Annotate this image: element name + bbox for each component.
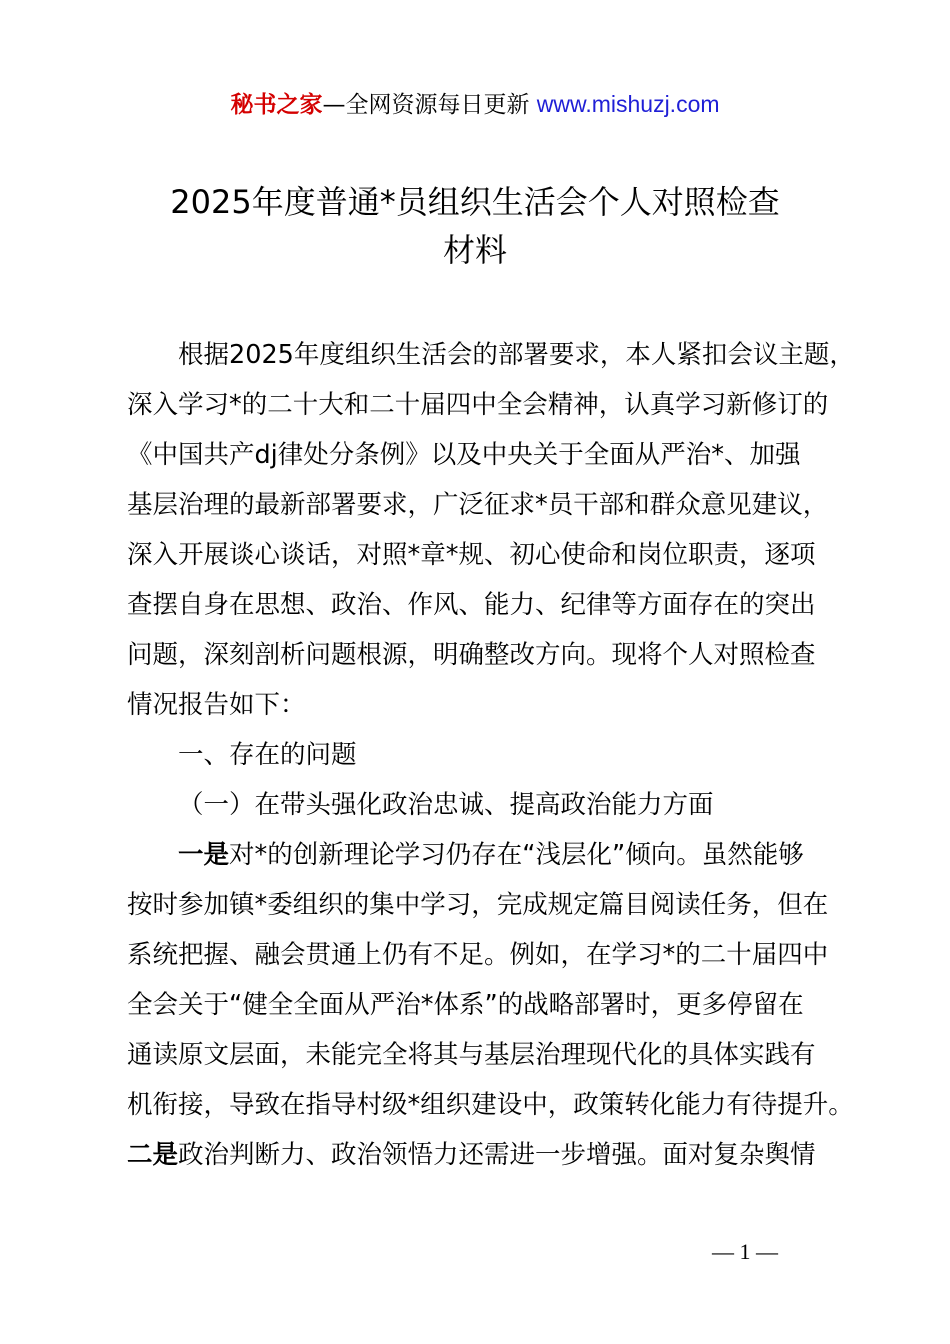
site-header	[0, 88, 950, 121]
point-1-line: 机衔接，导致在指导村级*组织建设中，政策转化能力有待提升。	[127, 1090, 854, 1120]
point-2-first-line	[127, 1130, 847, 1180]
intro-line: 深入学习*的二十大和二十届四中全会精神，认真学习新修订的	[127, 390, 829, 420]
intro-line: 深入开展谈心谈话，对照*章*规、初心使命和岗位职责，逐项	[127, 540, 816, 570]
intro-line: 《中国共产dj律处分条例》以及中央关于全面从严治*、加强	[127, 440, 801, 470]
intro-line: 情况报告如下：	[127, 690, 306, 720]
intro-line: 查摆自身在思想、政治、作风、能力、纪律等方面存在的突出	[127, 590, 816, 620]
intro-line: 根据2025年度组织生活会的部署要求，本人紧扣会议主题，	[178, 340, 855, 370]
point-1-first-line	[127, 830, 847, 880]
document-title	[0, 178, 950, 274]
document-body	[127, 330, 855, 1180]
page-number: — 1 —	[712, 1239, 778, 1264]
point-2-text: 政治判断力、政治领悟力还需进一步增强。面对复杂舆情	[178, 1140, 816, 1170]
intro-line: 基层治理的最新部署要求，广泛征求*员干部和群众意见建议，	[127, 490, 829, 520]
section-subheading: （一）在带头强化政治忠诚、提高政治能力方面	[178, 790, 714, 820]
point-1-text: 对*的创新理论学习仍存在“浅层化”倾向。虽然能够	[229, 840, 804, 870]
title-line-2: 材料	[442, 231, 507, 269]
point-1-line: 通读原文层面，未能完全将其与基层治理现代化的具体实践有	[127, 1040, 816, 1070]
title-line-1: 2025年度普通*员组织生活会个人对照检查	[170, 183, 780, 221]
point-1-lead: 一是	[178, 840, 230, 870]
site-tagline: —全网资源每日更新	[322, 92, 537, 118]
point-2-lead: 二是	[127, 1140, 179, 1170]
point-1-line: 全会关于“健全全面从严治*体系”的战略部署时，更多停留在	[127, 990, 804, 1020]
intro-line: 问题，深刻剖析问题根源，明确整改方向。现将个人对照检查	[127, 640, 816, 670]
site-url[interactable]: www.mishuzj.com	[536, 91, 720, 117]
point-1-line: 按时参加镇*委组织的集中学习，完成规定篇目阅读任务，但在	[127, 890, 829, 920]
section-heading: 一、存在的问题	[178, 740, 357, 770]
point-1-line: 系统把握、融会贯通上仍有不足。例如，在学习*的二十届四中	[127, 940, 829, 970]
site-brand: 秘书之家	[230, 92, 323, 118]
